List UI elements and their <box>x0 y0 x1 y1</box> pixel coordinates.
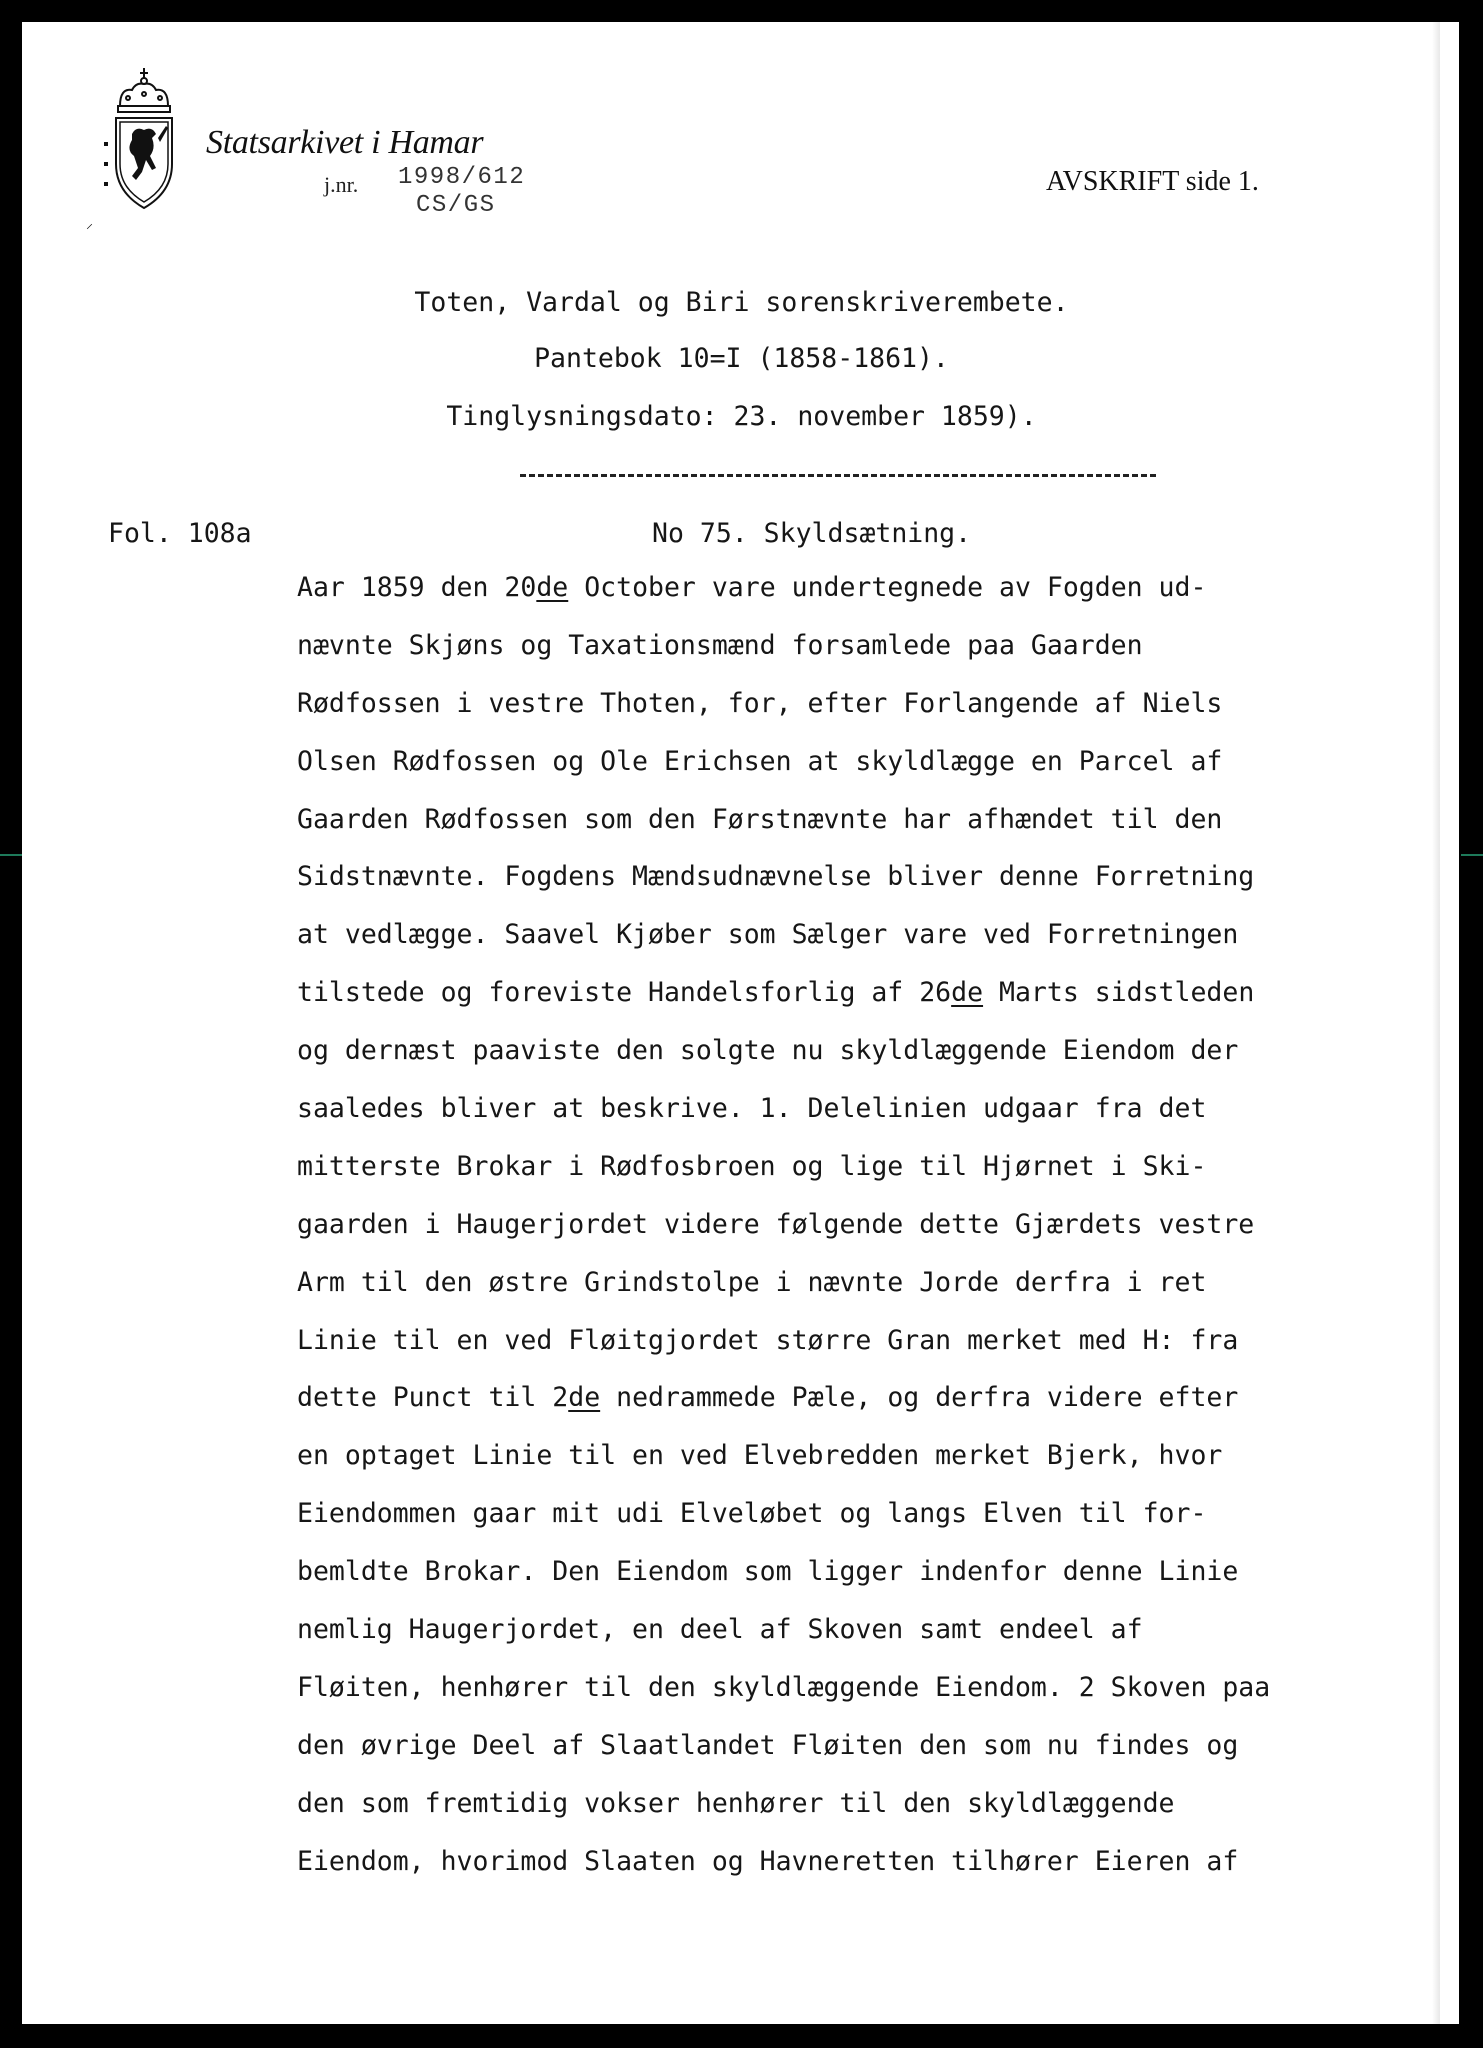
body-line: Aar 1859 den 20de October vare undertegnede av Fogden ud- <box>297 572 1207 603</box>
body-line: den øvrige Deel af Slaatlandet Fløiten den som nu findes og <box>297 1729 1239 1761</box>
body-line: saaledes bliver at beskrive. 1. Delelinien udgaar fra det <box>297 1093 1207 1125</box>
body-line: dette Punct til 2de nedrammede Pæle, og derfra videre efter <box>297 1382 1239 1414</box>
journal-number: 1998/612 <box>398 164 526 191</box>
folio-reference: Fol. 108a <box>108 518 252 549</box>
heading-volume: Pantebok 10=I (1858-1861). <box>534 343 949 374</box>
journal-number-label: j.nr. <box>324 172 359 197</box>
body-line: og dernæst paaviste den solgte nu skyldlæggende Eiendom der <box>297 1035 1239 1067</box>
body-line: en optaget Linie til en ved Elvebredden merket Bjerk, hvor <box>297 1440 1223 1472</box>
body-line: Linie til en ved Fløitgjordet større Gran merket med H: fra <box>297 1324 1239 1356</box>
dashed-divider <box>520 474 1156 477</box>
body-line: gaarden i Haugerjordet videre følgende dette Gjærdets vestre <box>297 1208 1255 1240</box>
body-line: nævnte Skjøns og Taxationsmænd forsamlede paa Gaarden <box>297 629 1143 661</box>
archive-name: Statsarkivet i Hamar <box>206 124 484 161</box>
body-line: nemlig Haugerjordet, en deel af Skoven samt endeel af <box>297 1614 1143 1646</box>
body-line: Rødfossen i vestre Thoten, for, efter Forlangende af Niels <box>297 687 1223 719</box>
body-line: Fløiten, henhører til den skyldlæggende Eiendom. 2 Skoven paa <box>297 1671 1271 1703</box>
page-edge <box>1432 22 1440 2024</box>
copy-page-label: AVSKRIFT side 1. <box>1046 166 1259 197</box>
body-line: Sidstnævnte. Fogdens Mændsudnævnelse bliver denne Forretning <box>297 861 1255 893</box>
body-line: Eiendommen gaar mit udi Elveløbet og langs Elven til for- <box>297 1498 1207 1530</box>
body-line: den som fremtidig vokser henhører til den skyldlæggende <box>297 1787 1175 1819</box>
body-line: Olsen Rødfossen og Ole Erichsen at skyldlægge en Parcel af <box>297 745 1223 777</box>
scan-edge-mark-right <box>1461 854 1483 856</box>
transcription-body <box>297 570 1407 1901</box>
body-line: Gaarden Rødfossen som den Førstnævnte har afhændet til den <box>297 803 1223 835</box>
heading-office: Toten, Vardal og Biri sorenskriverembete. <box>414 287 1069 318</box>
coat-of-arms-icon <box>96 64 192 224</box>
document-title: No 75. Skyldsætning. <box>652 518 972 549</box>
body-line: tilstede og foreviste Handelsforlig af 26de Marts sidstleden <box>297 977 1255 1009</box>
clerk-initials: CS/GS <box>416 192 496 219</box>
body-line: Eiendom, hvorimod Slaaten og Havneretten tilhører Eieren af <box>297 1845 1239 1877</box>
heading-registration-date: Tinglysningsdato: 23. november 1859). <box>446 401 1037 432</box>
body-line: at vedlægge. Saavel Kjøber som Sælger vare ved Forretningen <box>297 919 1239 951</box>
body-line: mitterste Brokar i Rødfosbroen og lige til Hjørnet i Ski- <box>297 1150 1207 1182</box>
scan-edge-mark-left <box>0 854 22 856</box>
body-line: bemldte Brokar. Den Eiendom som ligger indenfor denne Linie <box>297 1556 1239 1588</box>
scan-speck: ⸝ <box>86 216 93 232</box>
body-line: Arm til den østre Grindstolpe i nævnte Jorde derfra i ret <box>297 1266 1207 1298</box>
